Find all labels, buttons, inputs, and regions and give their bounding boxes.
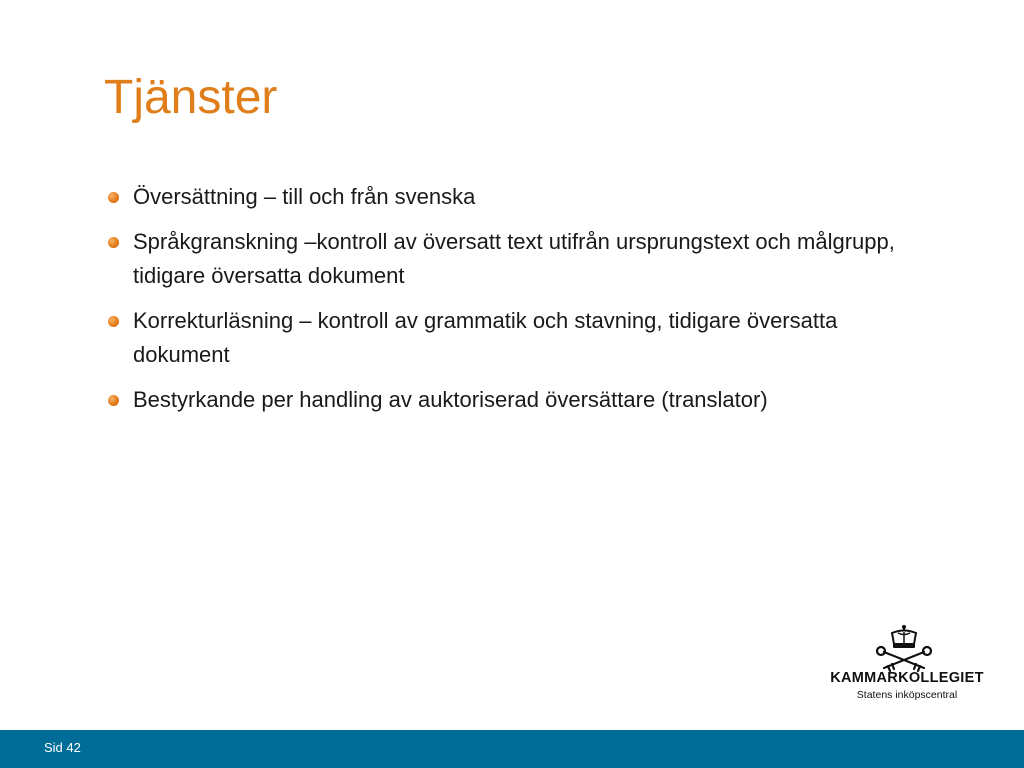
footer-bar: [0, 730, 1024, 768]
kammarkollegiet-logo: [822, 620, 992, 710]
crown-keys-icon: [874, 624, 934, 674]
logo-name: KAMMARKOLLEGIET: [830, 670, 984, 686]
bullet-text: Översättning – till och från svenska: [133, 184, 476, 209]
bullet-item: [106, 383, 916, 417]
bullet-text: Korrekturläsning – kontroll av grammatik och stavning, tidigare översatta dokument: [133, 308, 838, 367]
bullet-item: [106, 304, 916, 372]
bullet-dot-icon: [108, 316, 119, 327]
bullet-item: [106, 225, 916, 293]
bullet-item: [106, 180, 916, 214]
slide-title: Tjänster: [104, 71, 278, 124]
bullet-dot-icon: [108, 237, 119, 248]
page-number: Sid 42: [44, 740, 81, 755]
bullet-dot-icon: [108, 395, 119, 406]
logo-subtitle: Statens inköpscentral: [856, 689, 958, 701]
bullet-text: Språkgranskning –kontroll av översatt text utifrån ursprungstext och målgrupp, tidigare översatta dokument: [133, 229, 895, 288]
bullet-list: [106, 180, 916, 428]
bullet-dot-icon: [108, 192, 119, 203]
bullet-text: Bestyrkande per handling av auktoriserad översättare (translator): [133, 387, 768, 412]
